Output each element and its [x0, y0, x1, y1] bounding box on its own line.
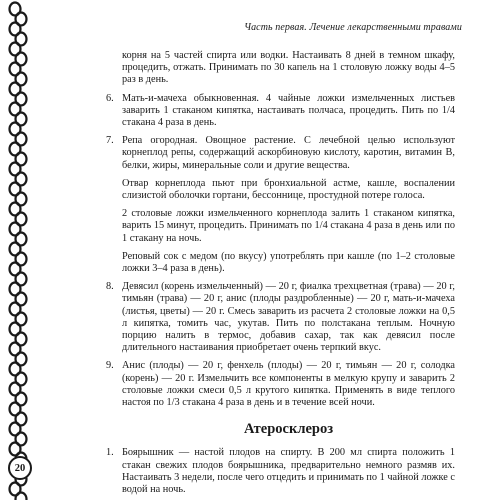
item-text: Репа огородная. Овощное растение. С лечебной целью используют корнеплод репы, содержащий аскорбиновую кислоту, каротин, витамин B, белки, жиры, минеральные соли и другие вещества.	[122, 135, 455, 171]
item-number: 1.	[106, 447, 114, 459]
paragraph: Отвар корнеплода пьют при бронхиальной астме, кашле, воспалении слизистой оболочки гортани, бессоннице, простудной потере голоса.	[122, 177, 455, 202]
item-text: Девясил (корень измельченный) — 20 г, фиалка трехцветная (трава) — 20 г, тимьян (трава) — 20 г, анис (плоды раздробленные) — 20 г, мать-и-мачеха (листья, цветы) — 20 г. Смесь заварить из расчета 2 столовые ложки на 0,5 л кипятка, томить час, укутав. Пить по полстакана теплым. Ночную порцию налить в термос, добавив сахар, так как девясил после длительного настаивания приобретает очень терпкий вкус.	[122, 281, 455, 354]
page-text	[106, 50, 455, 502]
item-number: 6.	[106, 92, 114, 104]
item-number: 9.	[106, 360, 114, 372]
continuation-paragraph: корня на 5 частей спирта или водки. Настаивать 8 дней в темном шкафу, процедить, отжать. Принимать по 30 капель на 1 столовую ложку воды 4–5 раз в день.	[122, 50, 455, 86]
item-number: 8.	[106, 281, 114, 293]
running-header: Часть первая. Лечение лекарственными травами	[244, 22, 462, 33]
list-item	[106, 92, 455, 130]
item-text: Боярышник — настой плодов на спирту. В 200 мл спирта положить 1 стакан свежих плодов боярышника, предварительно немного размяв их. Настаивать 3 недели, после чего отцедить и принимать по 1 чайной ложке с водой на ночь.	[122, 447, 455, 496]
list-item	[106, 360, 455, 409]
paragraph: Реповый сок с медом (по вкусу) употреблять при кашле (по 1–2 столовые ложки 3–4 раза в день).	[122, 250, 455, 275]
section-heading: Атеросклероз	[243, 421, 334, 438]
list-item	[106, 135, 455, 172]
page-number: 20	[8, 456, 32, 480]
item-number: 7.	[106, 135, 114, 147]
list-item	[106, 447, 455, 496]
paragraph: 2 столовые ложки измельченного корнеплода залить 1 стаканом кипятка, варить 15 минут, процедить. Принимать по 1/4 стакана 4 раза в день или по 1 стакану на ночь.	[122, 208, 455, 244]
item-text: Анис (плоды) — 20 г, фенхель (плоды) — 20 г, тимьян — 20 г, солодка (корень) — 20 г. Измельчить все компоненты в мелкую крупу и заварить 2 столовые ложки смеси 0,5 л крутого кипятка. Применять в виде теплого настоя по 1/3 стакана 4 раза в день и в течение всей ночи.	[122, 360, 455, 409]
chain-link	[16, 493, 27, 501]
list-item	[106, 281, 455, 354]
item-text: Мать-и-мачеха обыкновенная. 4 чайные ложки измельченных листьев заварить 1 стаканом кипятка, настаивать полчаса, процедить. Пить по 1/4 стакана 4 раза в день.	[122, 92, 455, 129]
decorative-chain-border	[0, 0, 36, 500]
